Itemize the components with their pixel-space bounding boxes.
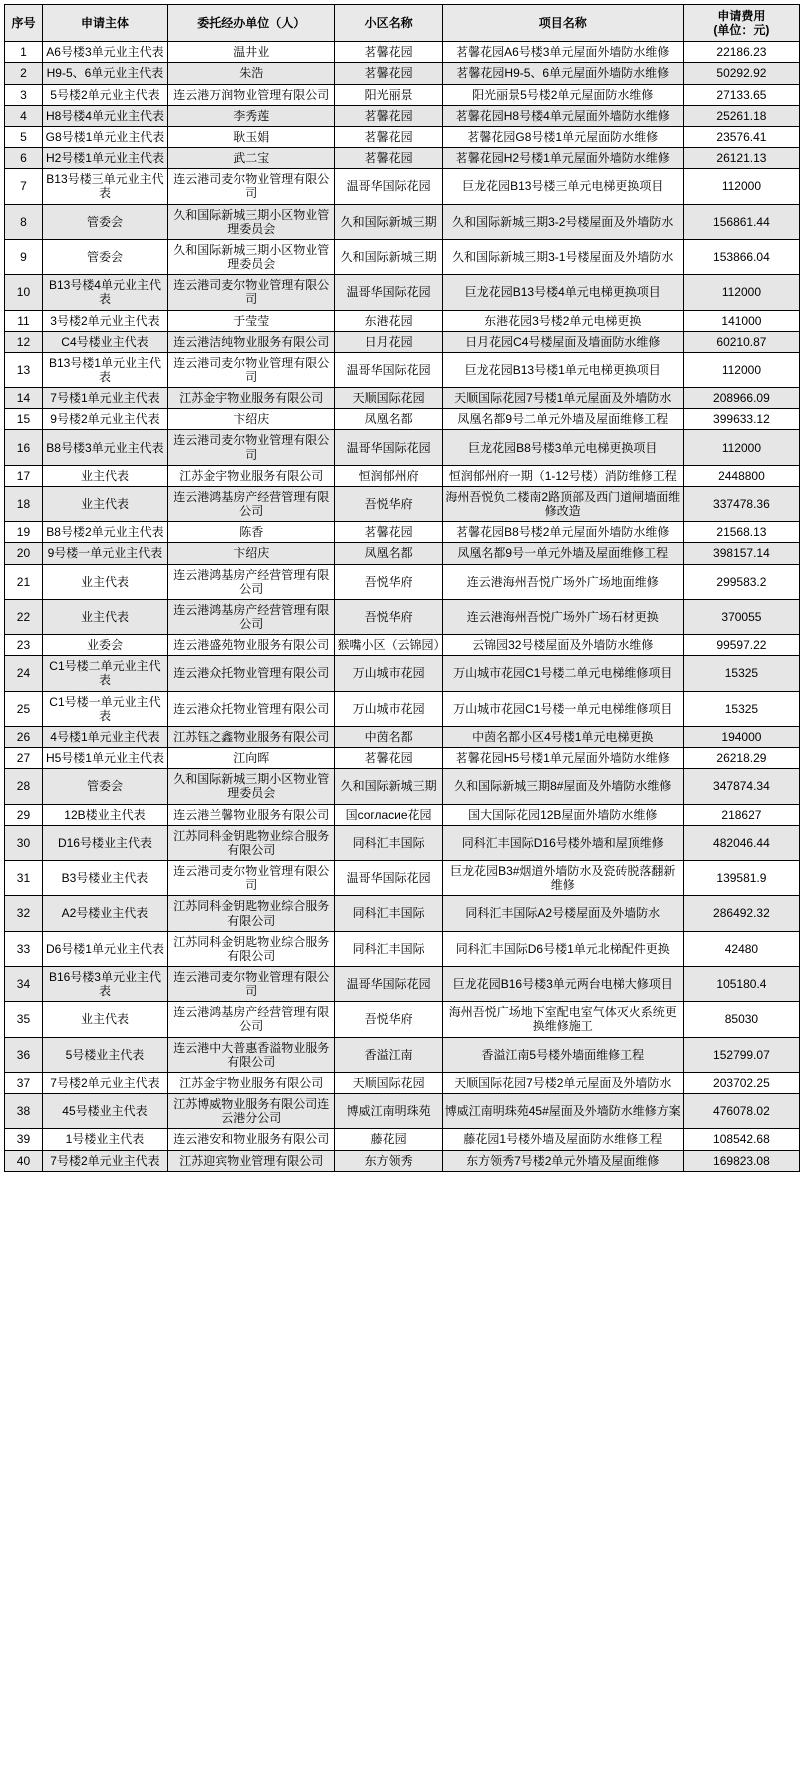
cell-applicant: 管委会 — [42, 239, 167, 274]
cell-org: 武二宝 — [168, 148, 335, 169]
table-row — [5, 861, 800, 896]
table-row — [5, 331, 800, 352]
cell-applicant: 9号楼一单元业主代表 — [42, 543, 167, 564]
cell-seq: 14 — [5, 388, 43, 409]
cell-community: 同科汇丰国际 — [335, 896, 442, 931]
cell-fee: 85030 — [683, 1002, 799, 1037]
column-header-community: 小区名称 — [335, 5, 442, 42]
cell-fee: 156861.44 — [683, 204, 799, 239]
cell-org: 连云港司麦尔物业管理有限公司 — [168, 352, 335, 387]
cell-org: 卞绍庆 — [168, 409, 335, 430]
cell-applicant: 管委会 — [42, 769, 167, 804]
cell-project: 茗馨花园H5号楼1单元屋面外墙防水维修 — [442, 748, 683, 769]
cell-seq: 16 — [5, 430, 43, 465]
cell-org: 朱浩 — [168, 63, 335, 84]
cell-org: 江苏迎宾物业管理有限公司 — [168, 1150, 335, 1171]
cell-org: 连云港司麦尔物业管理有限公司 — [168, 430, 335, 465]
cell-org: 连云港众托物业管理有限公司 — [168, 656, 335, 691]
cell-fee: 15325 — [683, 691, 799, 726]
cell-community: 茗馨花园 — [335, 148, 442, 169]
cell-community: 凤凰名都 — [335, 543, 442, 564]
cell-community: 香溢江南 — [335, 1037, 442, 1072]
cell-project: 国大国际花园12B屋面外墙防水维修 — [442, 804, 683, 825]
table-row — [5, 1072, 800, 1093]
cell-org: 连云港安和物业服务有限公司 — [168, 1129, 335, 1150]
cell-seq: 34 — [5, 966, 43, 1001]
cell-seq: 12 — [5, 331, 43, 352]
cell-applicant: 业主代表 — [42, 599, 167, 634]
cell-applicant: 管委会 — [42, 204, 167, 239]
cell-org: 温井业 — [168, 42, 335, 63]
cell-community: 温哥华国际花园 — [335, 966, 442, 1001]
cell-seq: 22 — [5, 599, 43, 634]
cell-applicant: B13号楼1单元业主代表 — [42, 352, 167, 387]
cell-project: 凤凰名都9号一单元外墙及屋面维修工程 — [442, 543, 683, 564]
cell-org: 连云港中大普惠香溢物业服务有限公司 — [168, 1037, 335, 1072]
cell-org: 连云港众托物业管理有限公司 — [168, 691, 335, 726]
cell-fee: 169823.08 — [683, 1150, 799, 1171]
cell-community: 博威江南明珠苑 — [335, 1094, 442, 1129]
table-row — [5, 239, 800, 274]
cell-seq: 23 — [5, 635, 43, 656]
cell-seq: 21 — [5, 564, 43, 599]
cell-org: 连云港鸿基房产经营管理有限公司 — [168, 564, 335, 599]
table-row — [5, 465, 800, 486]
cell-org: 连云港司麦尔物业管理有限公司 — [168, 861, 335, 896]
cell-fee: 26121.13 — [683, 148, 799, 169]
cell-seq: 19 — [5, 522, 43, 543]
cell-project: 巨龙花园B13号楼三单元电梯更换项目 — [442, 169, 683, 204]
cell-fee: 399633.12 — [683, 409, 799, 430]
cell-project: 香溢江南5号楼外墙面维修工程 — [442, 1037, 683, 1072]
cell-applicant: 9号楼2单元业主代表 — [42, 409, 167, 430]
cell-seq: 38 — [5, 1094, 43, 1129]
cell-fee: 23576.41 — [683, 126, 799, 147]
cell-seq: 36 — [5, 1037, 43, 1072]
cell-org: 江苏博威物业服务有限公司连云港分公司 — [168, 1094, 335, 1129]
table-row — [5, 656, 800, 691]
cell-project: 凤凰名都9号二单元外墙及屋面维修工程 — [442, 409, 683, 430]
table-row — [5, 169, 800, 204]
cell-project: 中茵名都小区4号楼1单元电梯更换 — [442, 726, 683, 747]
cell-project: 巨龙花园B16号楼3单元两台电梯大修项目 — [442, 966, 683, 1001]
cell-seq: 39 — [5, 1129, 43, 1150]
table-body — [5, 42, 800, 1171]
cell-applicant: B13号楼4单元业主代表 — [42, 275, 167, 310]
cell-org: 连云港万润物业管理有限公司 — [168, 84, 335, 105]
table-row — [5, 42, 800, 63]
table-row — [5, 486, 800, 521]
table-row — [5, 310, 800, 331]
cell-seq: 6 — [5, 148, 43, 169]
cell-project: 同科汇丰国际D6号楼1单元北梯配件更换 — [442, 931, 683, 966]
cell-org: 久和国际新城三期小区物业管理委员会 — [168, 239, 335, 274]
cell-applicant: D16号楼业主代表 — [42, 825, 167, 860]
column-header-applicant: 申请主体 — [42, 5, 167, 42]
cell-project: 巨龙花园B8号楼3单元电梯更换项目 — [442, 430, 683, 465]
cell-applicant: 12B楼业主代表 — [42, 804, 167, 825]
table-row — [5, 726, 800, 747]
cell-seq: 5 — [5, 126, 43, 147]
table-row — [5, 896, 800, 931]
cell-fee: 21568.13 — [683, 522, 799, 543]
cell-applicant: H9-5、6单元业主代表 — [42, 63, 167, 84]
cell-seq: 30 — [5, 825, 43, 860]
cell-org: 江苏金宇物业服务有限公司 — [168, 1072, 335, 1093]
cell-seq: 10 — [5, 275, 43, 310]
cell-community: 茗馨花园 — [335, 63, 442, 84]
cell-project: 巨龙花园B3#烟道外墙防水及瓷砖脱落翻新维修 — [442, 861, 683, 896]
cell-project: 海州吾悦负二楼南2路顶部及西门道闸墙面维修改造 — [442, 486, 683, 521]
cell-fee: 218627 — [683, 804, 799, 825]
cell-seq: 29 — [5, 804, 43, 825]
cell-community: 吾悦华府 — [335, 486, 442, 521]
cell-seq: 1 — [5, 42, 43, 63]
cell-seq: 28 — [5, 769, 43, 804]
cell-applicant: 业主代表 — [42, 486, 167, 521]
cell-org: 久和国际新城三期小区物业管理委员会 — [168, 204, 335, 239]
cell-fee: 99597.22 — [683, 635, 799, 656]
cell-seq: 13 — [5, 352, 43, 387]
cell-seq: 24 — [5, 656, 43, 691]
cell-fee: 15325 — [683, 656, 799, 691]
cell-seq: 18 — [5, 486, 43, 521]
cell-fee: 112000 — [683, 169, 799, 204]
cell-applicant: 7号楼1单元业主代表 — [42, 388, 167, 409]
table-row — [5, 352, 800, 387]
table-row — [5, 1094, 800, 1129]
cell-seq: 4 — [5, 105, 43, 126]
cell-project: 茗馨花园G8号楼1单元屋面防水维修 — [442, 126, 683, 147]
cell-applicant: 45号楼业主代表 — [42, 1094, 167, 1129]
cell-project: 巨龙花园B13号楼1单元电梯更换项目 — [442, 352, 683, 387]
cell-project: 阳光丽景5号楼2单元屋面防水维修 — [442, 84, 683, 105]
cell-community: 吾悦华府 — [335, 1002, 442, 1037]
cell-community: 茗馨花园 — [335, 126, 442, 147]
table-row — [5, 522, 800, 543]
cell-applicant: 4号楼1单元业主代表 — [42, 726, 167, 747]
cell-org: 江苏同科金钥匙物业综合服务有限公司 — [168, 896, 335, 931]
cell-org: 卞绍庆 — [168, 543, 335, 564]
table-row — [5, 204, 800, 239]
cell-fee: 2448800 — [683, 465, 799, 486]
cell-applicant: B8号楼3单元业主代表 — [42, 430, 167, 465]
cell-seq: 2 — [5, 63, 43, 84]
cell-applicant: A2号楼业主代表 — [42, 896, 167, 931]
cell-fee: 112000 — [683, 352, 799, 387]
cell-seq: 25 — [5, 691, 43, 726]
cell-project: 同科汇丰国际A2号楼屋面及外墙防水 — [442, 896, 683, 931]
cell-applicant: 7号楼2单元业主代表 — [42, 1072, 167, 1093]
cell-community: 茗馨花园 — [335, 748, 442, 769]
cell-org: 连云港鸿基房产经营管理有限公司 — [168, 486, 335, 521]
cell-seq: 20 — [5, 543, 43, 564]
cell-seq: 3 — [5, 84, 43, 105]
table-row — [5, 148, 800, 169]
cell-org: 连云港盛苑物业服务有限公司 — [168, 635, 335, 656]
cell-applicant: H2号楼1单元业主代表 — [42, 148, 167, 169]
cell-org: 江苏同科金钥匙物业综合服务有限公司 — [168, 825, 335, 860]
cell-org: 连云港司麦尔物业管理有限公司 — [168, 275, 335, 310]
cell-project: 同科汇丰国际D16号楼外墙和屋顶维修 — [442, 825, 683, 860]
cell-project: 连云港海州吾悦广场外广场石材更换 — [442, 599, 683, 634]
cell-org: 江苏同科金钥匙物业综合服务有限公司 — [168, 931, 335, 966]
cell-seq: 33 — [5, 931, 43, 966]
cell-fee: 299583.2 — [683, 564, 799, 599]
cell-project: 久和国际新城三期8#屋面及外墙防水维修 — [442, 769, 683, 804]
cell-fee: 22186.23 — [683, 42, 799, 63]
cell-org: 于莹莹 — [168, 310, 335, 331]
table-row — [5, 126, 800, 147]
cell-applicant: 3号楼2单元业主代表 — [42, 310, 167, 331]
cell-fee: 208966.09 — [683, 388, 799, 409]
cell-community: 天顺国际花园 — [335, 1072, 442, 1093]
table-row — [5, 1037, 800, 1072]
cell-community: 日月花园 — [335, 331, 442, 352]
cell-org: 陈香 — [168, 522, 335, 543]
cell-applicant: 业委会 — [42, 635, 167, 656]
cell-project: 连云港海州吾悦广场外广场地面维修 — [442, 564, 683, 599]
table-row — [5, 804, 800, 825]
cell-fee: 203702.25 — [683, 1072, 799, 1093]
cell-applicant: H8号楼4单元业主代表 — [42, 105, 167, 126]
cell-applicant: C4号楼业主代表 — [42, 331, 167, 352]
cell-seq: 35 — [5, 1002, 43, 1037]
cell-org: 连云港兰馨物业服务有限公司 — [168, 804, 335, 825]
cell-org: 久和国际新城三期小区物业管理委员会 — [168, 769, 335, 804]
cell-community: 万山城市花园 — [335, 691, 442, 726]
table-row — [5, 1150, 800, 1171]
cell-org: 连云港鸿基房产经营管理有限公司 — [168, 599, 335, 634]
cell-fee: 347874.34 — [683, 769, 799, 804]
cell-fee: 152799.07 — [683, 1037, 799, 1072]
cell-project: 茗馨花园H8号楼4单元屋面外墙防水维修 — [442, 105, 683, 126]
cell-applicant: B13号楼三单元业主代表 — [42, 169, 167, 204]
cell-community: 藤花园 — [335, 1129, 442, 1150]
cell-org: 连云港洁纯物业服务有限公司 — [168, 331, 335, 352]
cell-community: 茗馨花园 — [335, 522, 442, 543]
cell-community: 东港花园 — [335, 310, 442, 331]
cell-seq: 17 — [5, 465, 43, 486]
cell-applicant: B8号楼2单元业主代表 — [42, 522, 167, 543]
cell-seq: 9 — [5, 239, 43, 274]
cell-project: 博威江南明珠苑45#屋面及外墙防水维修方案 — [442, 1094, 683, 1129]
cell-project: 久和国际新城三期3-1号楼屋面及外墙防水 — [442, 239, 683, 274]
cell-fee: 112000 — [683, 275, 799, 310]
table-row — [5, 564, 800, 599]
cell-applicant: B16号楼3单元业主代表 — [42, 966, 167, 1001]
cell-seq: 15 — [5, 409, 43, 430]
cell-seq: 26 — [5, 726, 43, 747]
cell-applicant: 业主代表 — [42, 564, 167, 599]
cell-org: 江苏钰之鑫物业服务有限公司 — [168, 726, 335, 747]
cell-fee: 337478.36 — [683, 486, 799, 521]
cell-community: 久和国际新城三期 — [335, 769, 442, 804]
table-row — [5, 599, 800, 634]
cell-community: 国согласие花园 — [335, 804, 442, 825]
table-row — [5, 543, 800, 564]
cell-seq: 32 — [5, 896, 43, 931]
cell-project: 茗馨花园B8号楼2单元屋面外墙防水维修 — [442, 522, 683, 543]
cell-community: 天顺国际花园 — [335, 388, 442, 409]
cell-applicant: 5号楼2单元业主代表 — [42, 84, 167, 105]
table-row — [5, 748, 800, 769]
cell-org: 连云港司麦尔物业管理有限公司 — [168, 169, 335, 204]
table-header — [5, 5, 800, 42]
column-header-org: 委托经办单位（人） — [168, 5, 335, 42]
cell-community: 万山城市花园 — [335, 656, 442, 691]
table-header-row — [5, 5, 800, 42]
table-row — [5, 84, 800, 105]
cell-community: 温哥华国际花园 — [335, 430, 442, 465]
column-header-fee-line2: (单位：元) — [713, 23, 770, 38]
table-row — [5, 388, 800, 409]
cell-project: 天顺国际花园7号楼1单元屋面及外墙防水 — [442, 388, 683, 409]
cell-applicant: D6号楼1单元业主代表 — [42, 931, 167, 966]
cell-fee: 482046.44 — [683, 825, 799, 860]
table-row — [5, 1129, 800, 1150]
cell-seq: 40 — [5, 1150, 43, 1171]
cell-community: 温哥华国际花园 — [335, 169, 442, 204]
cell-project: 茗馨花园H9-5、6单元屋面外墙防水维修 — [442, 63, 683, 84]
cell-fee: 398157.14 — [683, 543, 799, 564]
cell-org: 连云港司麦尔物业管理有限公司 — [168, 966, 335, 1001]
cell-community: 东方领秀 — [335, 1150, 442, 1171]
column-header-fee-line1: 申请费用 — [717, 9, 766, 23]
cell-org: 李秀莲 — [168, 105, 335, 126]
cell-org: 耿玉娟 — [168, 126, 335, 147]
cell-project: 天顺国际花园7号楼2单元屋面及外墙防水 — [442, 1072, 683, 1093]
column-header-project: 项目名称 — [442, 5, 683, 42]
cell-seq: 8 — [5, 204, 43, 239]
cell-fee: 105180.4 — [683, 966, 799, 1001]
cell-applicant: 业主代表 — [42, 465, 167, 486]
cell-seq: 7 — [5, 169, 43, 204]
cell-fee: 141000 — [683, 310, 799, 331]
cell-community: 久和国际新城三期 — [335, 204, 442, 239]
cell-org: 江苏金宇物业服务有限公司 — [168, 465, 335, 486]
cell-fee: 153866.04 — [683, 239, 799, 274]
cell-community: 同科汇丰国际 — [335, 931, 442, 966]
cell-community: 茗馨花园 — [335, 105, 442, 126]
cell-org: 江苏金宇物业服务有限公司 — [168, 388, 335, 409]
cell-fee: 50292.92 — [683, 63, 799, 84]
cell-community: 恒润郁州府 — [335, 465, 442, 486]
cell-project: 云锦园32号楼屋面及外墙防水维修 — [442, 635, 683, 656]
cell-fee: 42480 — [683, 931, 799, 966]
cell-project: 茗馨花园A6号楼3单元屋面外墙防水维修 — [442, 42, 683, 63]
cell-community: 吾悦华府 — [335, 599, 442, 634]
cell-community: 茗馨花园 — [335, 42, 442, 63]
cell-applicant: A6号楼3单元业主代表 — [42, 42, 167, 63]
cell-fee: 370055 — [683, 599, 799, 634]
cell-fee: 60210.87 — [683, 331, 799, 352]
cell-project: 海州吾悦广场地下室配电室气体灭火系统更换维修施工 — [442, 1002, 683, 1037]
cell-project: 久和国际新城三期3-2号楼屋面及外墙防水 — [442, 204, 683, 239]
cell-applicant: 1号楼业主代表 — [42, 1129, 167, 1150]
column-header-fee — [683, 5, 799, 42]
cell-community: 温哥华国际花园 — [335, 861, 442, 896]
table-row — [5, 825, 800, 860]
table-row — [5, 409, 800, 430]
cell-community: 温哥华国际花园 — [335, 352, 442, 387]
cell-applicant: 7号楼2单元业主代表 — [42, 1150, 167, 1171]
cell-community: 猴嘴小区（云锦园） — [335, 635, 442, 656]
cell-fee: 27133.65 — [683, 84, 799, 105]
table-row — [5, 1002, 800, 1037]
table-row — [5, 275, 800, 310]
cell-fee: 139581.9 — [683, 861, 799, 896]
cell-fee: 108542.68 — [683, 1129, 799, 1150]
cell-org: 连云港鸿基房产经营管理有限公司 — [168, 1002, 335, 1037]
cell-community: 温哥华国际花园 — [335, 275, 442, 310]
cell-project: 藤花园1号楼外墙及屋面防水维修工程 — [442, 1129, 683, 1150]
column-header-seq: 序号 — [5, 5, 43, 42]
cell-project: 万山城市花园C1号楼一单元电梯维修项目 — [442, 691, 683, 726]
table-row — [5, 635, 800, 656]
table-row — [5, 966, 800, 1001]
cell-org: 江向晖 — [168, 748, 335, 769]
cell-fee: 194000 — [683, 726, 799, 747]
cell-project: 巨龙花园B13号楼4单元电梯更换项目 — [442, 275, 683, 310]
cell-seq: 31 — [5, 861, 43, 896]
cell-seq: 37 — [5, 1072, 43, 1093]
table-row — [5, 430, 800, 465]
cell-community: 久和国际新城三期 — [335, 239, 442, 274]
cell-project: 恒润郁州府一期（1-12号楼）消防维修工程 — [442, 465, 683, 486]
cell-project: 万山城市花园C1号楼二单元电梯维修项目 — [442, 656, 683, 691]
table-row — [5, 931, 800, 966]
cell-project: 日月花园C4号楼屋面及墙面防水维修 — [442, 331, 683, 352]
cell-applicant: C1号楼二单元业主代表 — [42, 656, 167, 691]
cell-community: 凤凰名都 — [335, 409, 442, 430]
table-row — [5, 769, 800, 804]
cell-project: 茗馨花园H2号楼1单元屋面外墙防水维修 — [442, 148, 683, 169]
cell-fee: 476078.02 — [683, 1094, 799, 1129]
cell-project: 东港花园3号楼2单元电梯更换 — [442, 310, 683, 331]
cell-community: 中茵名都 — [335, 726, 442, 747]
cell-applicant: B3号楼业主代表 — [42, 861, 167, 896]
cell-fee: 112000 — [683, 430, 799, 465]
table-row — [5, 63, 800, 84]
cell-seq: 11 — [5, 310, 43, 331]
cell-applicant: C1号楼一单元业主代表 — [42, 691, 167, 726]
cell-applicant: 业主代表 — [42, 1002, 167, 1037]
cell-applicant: G8号楼1单元业主代表 — [42, 126, 167, 147]
cell-project: 东方领秀7号楼2单元外墙及屋面维修 — [442, 1150, 683, 1171]
cell-community: 同科汇丰国际 — [335, 825, 442, 860]
table-row — [5, 105, 800, 126]
table-row — [5, 691, 800, 726]
cell-fee: 286492.32 — [683, 896, 799, 931]
cell-applicant: H5号楼1单元业主代表 — [42, 748, 167, 769]
cell-community: 吾悦华府 — [335, 564, 442, 599]
cell-fee: 26218.29 — [683, 748, 799, 769]
cell-fee: 25261.18 — [683, 105, 799, 126]
applications-table — [4, 4, 800, 1172]
cell-community: 阳光丽景 — [335, 84, 442, 105]
cell-seq: 27 — [5, 748, 43, 769]
cell-applicant: 5号楼业主代表 — [42, 1037, 167, 1072]
